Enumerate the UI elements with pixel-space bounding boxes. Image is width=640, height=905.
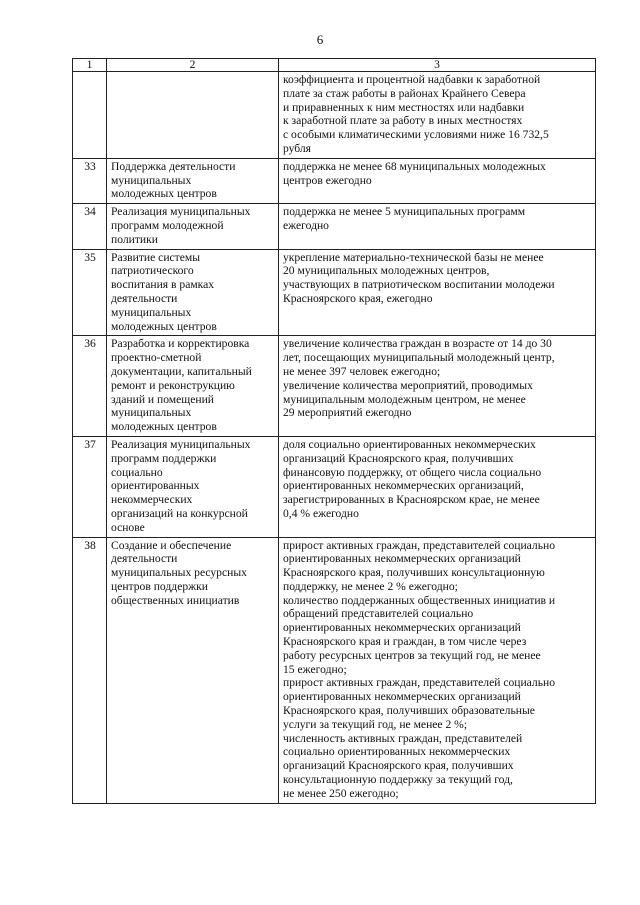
indicator-line: социально ориентированных некоммерческих xyxy=(283,745,511,759)
indicator-line: доля социально ориентированных некоммерческих xyxy=(283,437,536,451)
measure-name-line: Реализация муниципальных xyxy=(111,437,251,451)
measure-name-line: деятельности xyxy=(111,291,178,305)
row-number: 37 xyxy=(73,436,107,537)
measure-name-line: Разработка и корректировка xyxy=(111,337,250,351)
indicator-line: прирост активных граждан, представителей социально xyxy=(283,538,556,552)
table-header-row xyxy=(73,59,596,72)
table-row xyxy=(73,158,596,203)
indicator-line: Красноярского края, получивших консультационную xyxy=(283,566,545,580)
measure-name-line: муниципальных xyxy=(111,305,192,319)
measure-name-cell xyxy=(107,72,279,159)
measure-name-line: Поддержка деятельности xyxy=(111,159,236,173)
measure-name-line: основе xyxy=(111,520,145,534)
indicator-cell xyxy=(279,249,596,336)
measure-name-line: молодежных центров xyxy=(111,319,217,333)
measure-name-line: политики xyxy=(111,232,158,246)
measure-name-line: воспитания в рамках xyxy=(111,278,215,292)
table-body xyxy=(73,72,596,804)
indicator-line: финансовую поддержку, от общего числа социально xyxy=(283,465,542,479)
indicator-line: организаций Красноярского края, получивших xyxy=(283,451,514,465)
table-row xyxy=(73,204,596,249)
table-row xyxy=(73,436,596,537)
measure-name-line: документации, капитальный xyxy=(111,364,252,378)
measure-name-cell xyxy=(107,436,279,537)
indicator-line: количество поддержанных общественных инициатив и xyxy=(283,593,556,607)
indicator-line: численность активных граждан, представителей xyxy=(283,731,523,745)
indicator-line: ориентированных некоммерческих организаций xyxy=(283,690,521,704)
measure-name-line: Создание и обеспечение xyxy=(111,538,232,552)
indicator-cell xyxy=(279,336,596,437)
measure-name-line: программ молодежной xyxy=(111,218,224,232)
indicator-line: участвующих в патриотическом воспитании молодежи xyxy=(283,278,555,292)
indicator-line: укрепление материально-технической базы не менее xyxy=(283,250,544,264)
indicator-line: увеличение количества граждан в возрасте от 14 до 30 xyxy=(283,337,552,351)
row-number: 36 xyxy=(73,336,107,437)
indicator-line: 20 муниципальных молодежных центров, xyxy=(283,264,490,278)
indicator-line: 15 ежегодно; xyxy=(283,662,347,676)
measure-name-line: ориентированных xyxy=(111,479,200,493)
measure-name-line: патриотического xyxy=(111,264,194,278)
indicator-line: ориентированных некоммерческих организаций, xyxy=(283,479,524,493)
row-number: 38 xyxy=(73,537,107,803)
indicator-cell xyxy=(279,537,596,803)
indicator-line: увеличение количества мероприятий, проводимых xyxy=(283,378,533,392)
column-header-measure: 2 xyxy=(107,59,279,72)
row-number: 34 xyxy=(73,204,107,249)
indicator-cell xyxy=(279,204,596,249)
page-number: 6 xyxy=(316,32,324,47)
indicator-line: прирост активных граждан, представителей социально xyxy=(283,676,556,690)
indicator-line: ориентированных некоммерческих организаций xyxy=(283,621,521,635)
measure-name-line: муниципальных xyxy=(111,173,192,187)
measure-name-line: центров поддержки xyxy=(111,579,208,593)
row-number: 33 xyxy=(73,158,107,203)
indicator-line: ежегодно xyxy=(283,218,329,232)
indicator-line: муниципальным молодежным центром, не менее xyxy=(283,392,526,406)
indicator-line: поддержка не менее 68 муниципальных молодежных xyxy=(283,159,546,173)
indicator-line: не менее 397 человек ежегодно; xyxy=(283,364,441,378)
measure-name-line: некоммерческих xyxy=(111,493,193,507)
indicator-line: плате за стаж работы в районах Крайнего Севера xyxy=(283,86,526,100)
measure-name-line: муниципальных xyxy=(111,406,192,420)
indicator-line: Красноярского края, получивших образовательные xyxy=(283,704,535,718)
measure-name-cell xyxy=(107,158,279,203)
measure-name-line: организаций на конкурсной xyxy=(111,506,248,520)
table-row xyxy=(73,537,596,803)
indicator-line: работу ресурсных центров за текущий год, не менее xyxy=(283,648,541,662)
indicator-line: коэффициента и процентной надбавки к заработной xyxy=(283,73,541,86)
table-row xyxy=(73,72,596,159)
indicator-line: обращений представителей социально xyxy=(283,607,474,621)
indicator-line: услуги за текущий год, не менее 2 %; xyxy=(283,717,468,731)
indicator-line: зарегистрированных в Красноярском крае, не менее xyxy=(283,493,540,507)
indicator-cell xyxy=(279,436,596,537)
indicator-line: консультационную поддержку за текущий год, xyxy=(283,773,513,787)
measure-name-line: ремонт и реконструкцию xyxy=(111,378,235,392)
row-number: 35 xyxy=(73,249,107,336)
column-header-number: 1 xyxy=(73,59,107,72)
measure-name-line: Реализация муниципальных xyxy=(111,205,251,219)
row-number xyxy=(73,72,107,159)
indicator-line: с особыми климатическими условиями ниже 16 732,5 xyxy=(283,128,549,142)
measure-name-cell xyxy=(107,249,279,336)
measure-name-line: проектно-сметной xyxy=(111,351,202,365)
indicator-line: поддержку, не менее 2 % ежегодно; xyxy=(283,579,458,593)
indicator-line: 29 мероприятий ежегодно xyxy=(283,406,412,420)
indicator-line: Красноярского края и граждан, в том числе через xyxy=(283,635,527,649)
column-header-indicator: 3 xyxy=(279,59,596,72)
measure-name-line: молодежных центров xyxy=(111,187,217,201)
indicator-line: поддержка не менее 5 муниципальных программ xyxy=(283,205,526,219)
indicator-cell xyxy=(279,158,596,203)
measure-name-line: программ поддержки xyxy=(111,451,217,465)
measure-name-line: общественных инициатив xyxy=(111,593,240,607)
indicator-cell xyxy=(279,72,596,159)
measure-name-cell xyxy=(107,336,279,437)
measure-name-line: деятельности xyxy=(111,552,178,566)
measure-name-cell xyxy=(107,204,279,249)
indicator-line: Красноярского края, ежегодно xyxy=(283,291,433,305)
indicator-line: ориентированных некоммерческих организаций xyxy=(283,552,521,566)
indicator-line: и приравненных к ним местностях или надбавки xyxy=(283,100,525,114)
indicator-line: к заработной плате за работу в иных местностях xyxy=(283,114,523,128)
measure-name-line: Развитие системы xyxy=(111,250,201,264)
measure-name-line: зданий и помещений xyxy=(111,392,214,406)
measure-name-line: муниципальных ресурсных xyxy=(111,566,247,580)
measure-name-line: социально xyxy=(111,465,163,479)
table-row xyxy=(73,249,596,336)
indicator-line: организаций Красноярского края, получивших xyxy=(283,759,514,773)
indicator-line: не менее 250 ежегодно; xyxy=(283,786,399,800)
measure-name-line: молодежных центров xyxy=(111,420,217,434)
indicator-line: центров ежегодно xyxy=(283,173,372,187)
indicator-line: 0,4 % ежегодно xyxy=(283,506,359,520)
indicator-line: рубля xyxy=(283,141,312,155)
measure-name-cell xyxy=(107,537,279,803)
indicator-line: лет, посещающих муниципальный молодежный центр, xyxy=(283,351,555,365)
measures-table xyxy=(72,58,596,804)
table-row xyxy=(73,336,596,437)
